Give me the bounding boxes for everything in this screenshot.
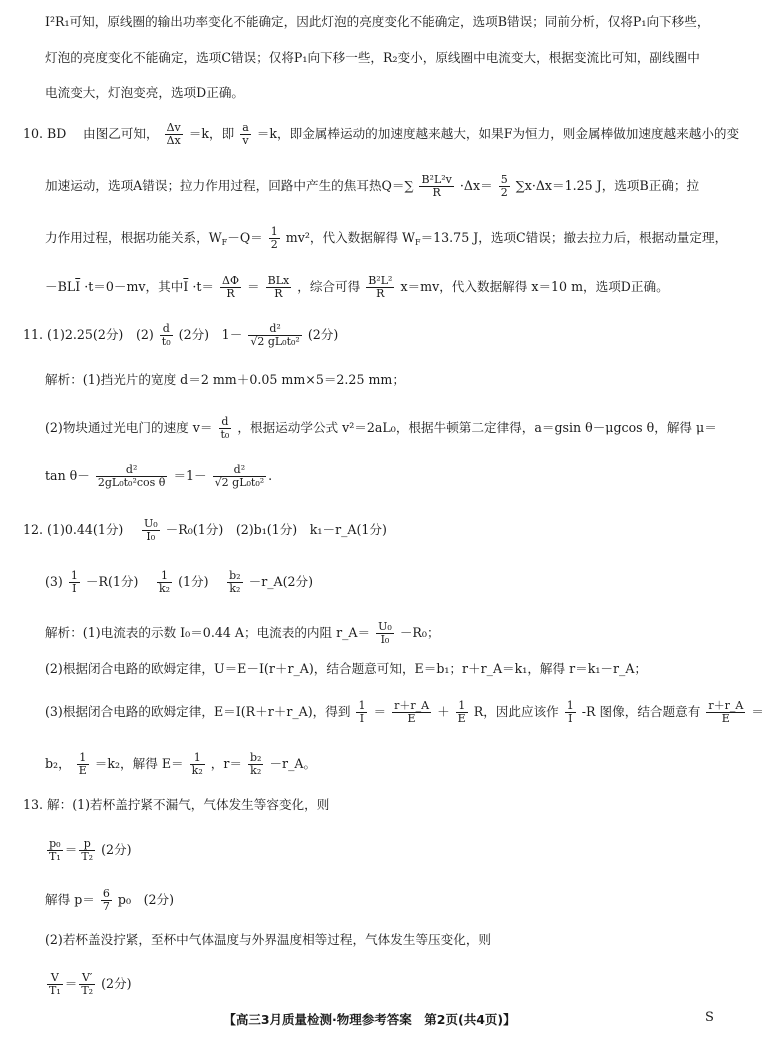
fraction: $\frac{\text{d²}}{\text{2gL₀t₀²cos θ}}$ [97,463,166,489]
question-10: 10. BD 由图乙可知， $\frac{\Delta v}{\Delta x}$ ＝k，即 $\frac{a}{v}$ ＝k，即金属棒运动的加速度越来越大，如果F为恒力，则金属棒做加速度越来越小的变 [23,121,740,147]
fraction: $\frac{\text{B²L²}}{R}$ [368,274,393,300]
fraction: $\frac{\text{U₀}}{\text{I₀}}$ [143,517,158,543]
text-line: (2)若杯盖没拧紧，至杯中气体温度与外界温度相等过程，气体发生等压变化，则 [45,932,492,947]
fraction: $\frac{\text{b₂}}{\text{k₂}}$ [229,569,241,595]
fraction: $\frac{d}{\text{t₀}}$ [161,322,171,348]
text-line: I²R₁可知，原线圈的输出功率变化不能确定，因此灯泡的亮度变化不能确定，选项B错误；同前分析，仅将P₁向下移些， [45,14,710,29]
fraction: $\frac{5}{2}$ [500,173,508,199]
page-footer: 【高三3月质量检测·物理参考答案 第2页(共4页)】 [223,1012,516,1027]
fraction: $\frac{a}{v}$ [242,121,249,147]
text-line: b₂， $\frac{1}{E}$ ＝k₂，解得 E＝ $\frac{1}{\text{k₂}}$ ，r＝ $\frac{\text{b₂}}{\text{k₂}}$ －r_A。 [45,751,317,777]
text-line: $\frac{V}{\text{T₁}}$ ＝ $\frac{V'}{\text{T₂}}$ (2分) [49,971,132,997]
fraction: $\frac{r+r\_A}{E}$ [394,699,430,725]
text-line: (2)物块通过光电门的速度 v＝ $\frac{d}{\text{t₀}}$ ，根据运动学公式 v²＝2aL₀，根据牛顿第二定律得，a＝gsin θ－μgcos θ，解得 μ＝ [45,415,717,441]
text-line: $\frac{\text{p₀}}{\text{T₁}}$ ＝ $\frac{p}{\text{T₂}}$ (2分) [49,837,132,863]
fraction: $\frac{1}{2}$ [270,225,278,251]
text-line: tan θ－ $\frac{\text{d²}}{\text{2gL₀t₀²cos θ}}$ ＝1－ $\frac{\text{d²}}{\text{√2 gL₀t₀²}}$ . [45,463,273,489]
fraction: $\frac{\text{d²}}{\text{√2 gL₀t₀²}}$ [214,463,265,489]
text-line: 解析：(1)电流表的示数 I₀＝0.44 A；电流表的内阻 r_A＝ $\frac{\text{U₀}}{\text{I₀}}$ －R₀； [45,620,440,646]
fraction: $\frac{1}{\text{k₂}}$ [159,569,171,595]
version-letter: S [705,1010,714,1025]
text-line: 解析：(1)挡光片的宽度 d＝2 mm＋0.05 mm×5＝2.25 mm； [45,372,405,387]
text-line: 电流变大，灯泡变亮，选项D正确。 [45,85,245,100]
fraction: $\frac{1}{E}$ [457,699,466,725]
fraction: $\frac{\text{BLx}}{R}$ [267,274,290,300]
fraction: $\frac{V}{\text{T₁}}$ [49,971,61,997]
text-line: (3) $\frac{1}{I}$ －R(1分) $\frac{1}{\text{k₂}}$ (1分) $\frac{\text{b₂}}{\text{k₂}}$ －r_A(2分) [45,569,314,595]
answer-key: 10. BD [23,126,67,141]
fraction: $\frac{1}{I}$ [566,699,574,725]
text-line: (2)根据闭合电路的欧姆定律，U＝E－I(r＋r_A)，结合题意可知，E＝b₁；r＋r_A＝k₁，解得 r＝k₁－r_A； [45,661,648,676]
fraction: $\frac{\text{U₀}}{\text{I₀}}$ [378,620,392,646]
text-line: 解得 p＝ $\frac{6}{7}$ p₀ (2分) [45,887,175,913]
question-13: 13. 解：(1)若杯盖拧紧不漏气，气体发生等容变化，则 [23,797,330,812]
fraction: $\frac{1}{\text{k₂}}$ [191,751,203,777]
fraction: $\frac{\text{b₂}}{\text{k₂}}$ [249,751,262,777]
text-line: (3)根据闭合电路的欧姆定律，E＝I(R＋r＋r_A)，得到 $\frac{1}{I}$ ＝ $\frac{r+r\_A}{E}$ ＋ $\frac{1}{E}$ R，因此应该作 $\frac{1}{I}$ -R 图像，结合题意有 $\frac{r+r\_A}{E}$ ＝ [45,699,764,725]
question-12: 12. (1)0.44(1分) $\frac{\text{U₀}}{\text{I₀}}$ －R₀(1分) (2)b₁(1分) k₁－r_A(1分) [23,517,387,543]
text-line: 力作用过程，根据功能关系，$W_F-Q=$ $\frac{1}{2}$ mv²，代入数据解得 $W_F=13.75$ J，选项C错误；撤去拉力后，根据动量定理， [45,225,728,251]
fraction: $\frac{\text{d²}}{\text{√2 gL₀t₀²}}$ [250,322,300,348]
fraction: $\frac{V'}{\text{T₂}}$ [81,971,94,997]
text-line: 加速运动，选项A错误；拉力作用过程，回路中产生的焦耳热Q＝∑ $\frac{\text{B²L²v}}{R}$ ·Δx＝ $\frac{5}{2}$ ∑x·Δx＝1.25 J，选项B正确；拉 [45,173,700,199]
fraction: $\frac{\text{B²L²v}}{R}$ [421,173,452,199]
question-11: 11. (1)2.25(2分) (2) $\frac{d}{\text{t₀}}$ (2分) 1－ $\frac{\text{d²}}{\text{√2 gL₀t₀²}}$ (2分) [23,322,339,348]
fraction: $\frac{1}{E}$ [78,751,87,777]
fraction: $\frac{\Delta v}{\Delta x}$ [166,121,181,147]
text-line: 灯泡的亮度变化不能确定，选项C错误；仅将P₁向下移一些，R₂变小，原线圈中电流变大，根据变流比可知，副线圈中 [45,50,700,65]
fraction: $\frac{\Delta\Phi}{R}$ [222,274,239,300]
fraction: $\frac{\text{p₀}}{\text{T₁}}$ [49,837,61,863]
text-line: $-BL\overline{I} \cdot t=0-mv$，其中$\overline{I} \cdot t=$ $\frac{\Delta\Phi}{R}$ ＝ $\frac{\text{BLx}}{R}$ ，综合可得 $\frac{\text{B²L²}}{R}$ x＝mv，代入数据解得 x＝10 m，选项D正确。 [45,274,669,300]
fraction: $\frac{p}{\text{T₂}}$ [81,837,94,863]
fraction: $\frac{6}{7}$ [102,887,110,913]
fraction: $\frac{1}{I}$ [358,699,366,725]
fraction: $\frac{r+r\_A}{E}$ [708,699,744,725]
fraction: $\frac{1}{I}$ [70,569,78,595]
fraction: $\frac{d}{\text{t₀}}$ [220,415,230,441]
